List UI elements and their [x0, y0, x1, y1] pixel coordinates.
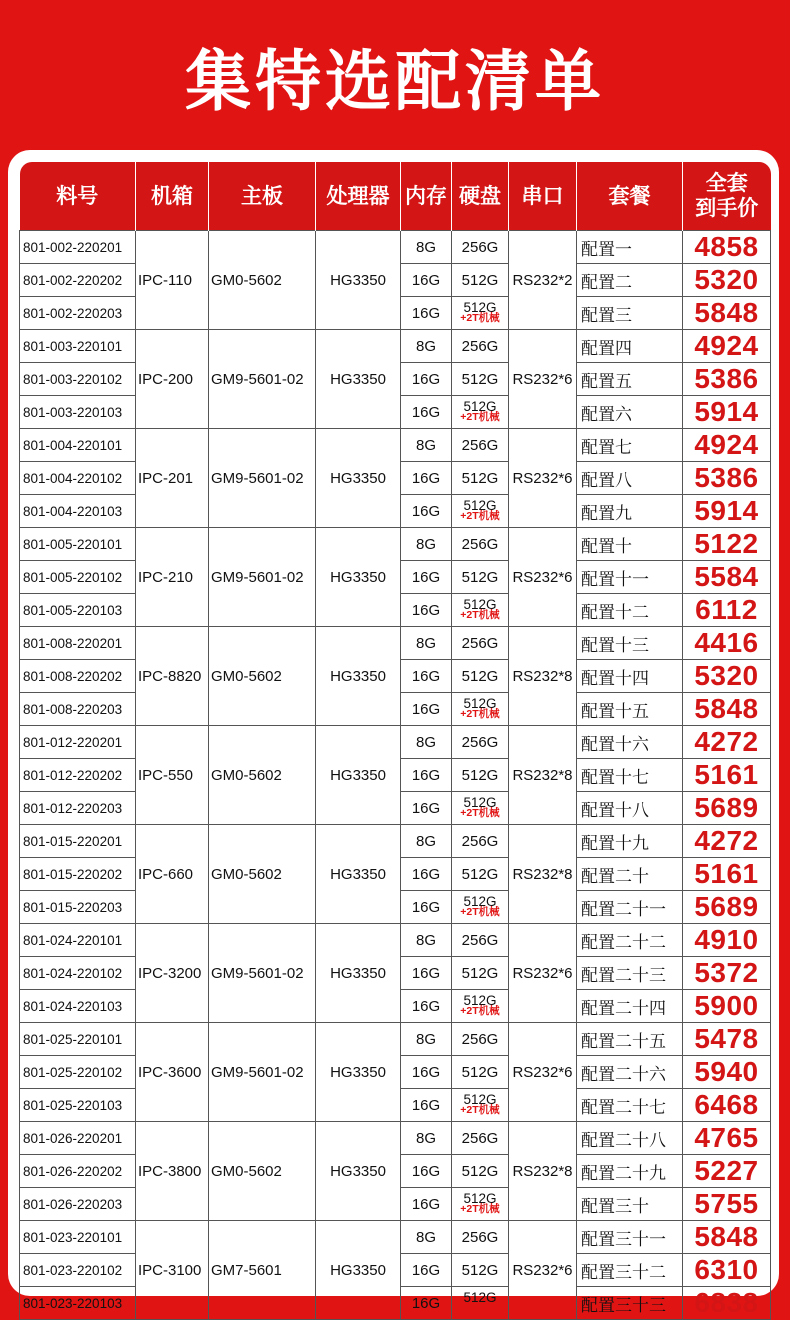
package-cell: 配置七	[577, 429, 683, 462]
sku-cell: 801-003-220101	[20, 330, 136, 363]
sku-cell: 801-023-220103	[20, 1287, 136, 1320]
price-cell: 5161	[683, 858, 771, 891]
disk-cell: 512G	[452, 561, 509, 594]
price-cell: 5848	[683, 297, 771, 330]
table-row	[20, 726, 771, 759]
cpu-cell: HG3350	[316, 429, 401, 528]
serial-cell: RS232*6	[509, 924, 577, 1023]
header-disk: 硬盘	[452, 162, 509, 231]
disk-cell	[452, 1287, 509, 1320]
package-cell: 配置三	[577, 297, 683, 330]
price-cell: 5900	[683, 990, 771, 1023]
price-cell: 6112	[683, 594, 771, 627]
memory-cell: 16G	[401, 990, 452, 1023]
memory-cell: 16G	[401, 1254, 452, 1287]
table-body	[20, 231, 771, 1320]
package-cell: 配置十一	[577, 561, 683, 594]
disk-extra-hdd: +2T机械	[460, 708, 500, 720]
price-cell: 4924	[683, 429, 771, 462]
package-cell: 配置二十三	[577, 957, 683, 990]
disk-extra-hdd: +2T机械	[460, 312, 500, 324]
memory-cell: 16G	[401, 891, 452, 924]
package-cell: 配置十七	[577, 759, 683, 792]
disk-cell: 256G	[452, 726, 509, 759]
cpu-cell: HG3350	[316, 627, 401, 726]
package-cell: 配置二十	[577, 858, 683, 891]
chassis-cell: IPC-3600	[136, 1023, 209, 1122]
memory-cell: 16G	[401, 957, 452, 990]
chassis-cell: IPC-200	[136, 330, 209, 429]
cpu-cell: HG3350	[316, 1122, 401, 1221]
disk-cell: 256G	[452, 924, 509, 957]
price-cell: 4272	[683, 825, 771, 858]
sku-cell: 801-026-220203	[20, 1188, 136, 1221]
sku-cell: 801-025-220102	[20, 1056, 136, 1089]
disk-size: 512G	[463, 993, 497, 1008]
price-cell: 5320	[683, 660, 771, 693]
disk-extra-hdd: +2T机械	[460, 807, 500, 819]
disk-extra-hdd: +2T机械	[460, 906, 500, 918]
header-price-line1: 全套	[705, 172, 748, 195]
memory-cell: 8G	[401, 429, 452, 462]
sku-cell: 801-005-220101	[20, 528, 136, 561]
board-cell: GM9-5601-02	[209, 924, 316, 1023]
table-row	[20, 1023, 771, 1056]
package-cell: 配置二十六	[577, 1056, 683, 1089]
serial-cell: RS232*8	[509, 1122, 577, 1221]
chassis-cell: IPC-660	[136, 825, 209, 924]
sku-cell: 801-008-220201	[20, 627, 136, 660]
package-cell: 配置三十	[577, 1188, 683, 1221]
sku-cell: 801-023-220101	[20, 1221, 136, 1254]
serial-cell: RS232*8	[509, 726, 577, 825]
table-row	[20, 429, 771, 462]
memory-cell: 16G	[401, 1056, 452, 1089]
package-cell: 配置六	[577, 396, 683, 429]
serial-cell: RS232*6	[509, 429, 577, 528]
package-cell: 配置十二	[577, 594, 683, 627]
board-cell: GM0-5602	[209, 231, 316, 330]
disk-cell: 512G	[452, 1155, 509, 1188]
sku-cell: 801-024-220103	[20, 990, 136, 1023]
memory-cell: 8G	[401, 528, 452, 561]
disk-size: 512G	[463, 696, 497, 711]
disk-extra-hdd: +2T机械	[460, 1302, 500, 1314]
price-cell: 4765	[683, 1122, 771, 1155]
package-cell: 配置十三	[577, 627, 683, 660]
disk-cell: 256G	[452, 429, 509, 462]
sku-cell: 801-008-220203	[20, 693, 136, 726]
header-serial: 串口	[509, 162, 577, 231]
memory-cell: 16G	[401, 264, 452, 297]
disk-size: 512G	[463, 894, 497, 909]
package-cell: 配置三十三	[577, 1287, 683, 1320]
sku-cell: 801-015-220203	[20, 891, 136, 924]
memory-cell: 16G	[401, 363, 452, 396]
package-cell: 配置二十四	[577, 990, 683, 1023]
sku-cell: 801-004-220103	[20, 495, 136, 528]
package-cell: 配置二十七	[577, 1089, 683, 1122]
memory-cell: 16G	[401, 858, 452, 891]
package-cell: 配置八	[577, 462, 683, 495]
price-cell: 5386	[683, 462, 771, 495]
disk-cell: 256G	[452, 825, 509, 858]
package-cell: 配置二十九	[577, 1155, 683, 1188]
disk-cell	[452, 693, 509, 726]
page-title: 集特选配清单	[185, 43, 605, 120]
serial-cell: RS232*6	[509, 330, 577, 429]
serial-cell: RS232*6	[509, 1023, 577, 1122]
memory-cell: 16G	[401, 495, 452, 528]
serial-cell: RS232*8	[509, 627, 577, 726]
disk-cell: 512G	[452, 1056, 509, 1089]
package-cell: 配置二十二	[577, 924, 683, 957]
sku-cell: 801-024-220102	[20, 957, 136, 990]
price-cell: 6468	[683, 1089, 771, 1122]
memory-cell: 16G	[401, 693, 452, 726]
board-cell: GM0-5602	[209, 726, 316, 825]
memory-cell: 8G	[401, 1122, 452, 1155]
serial-cell: RS232*6	[509, 1221, 577, 1320]
package-cell: 配置十六	[577, 726, 683, 759]
board-cell: GM0-5602	[209, 825, 316, 924]
header-package: 套餐	[577, 162, 683, 231]
package-cell: 配置十五	[577, 693, 683, 726]
header-board: 主板	[209, 162, 316, 231]
disk-extra-hdd: +2T机械	[460, 609, 500, 621]
table-row	[20, 1221, 771, 1254]
disk-cell: 512G	[452, 759, 509, 792]
package-cell: 配置一	[577, 231, 683, 264]
sku-cell: 801-015-220201	[20, 825, 136, 858]
price-cell: 5914	[683, 396, 771, 429]
header-cpu: 处理器	[316, 162, 401, 231]
memory-cell: 8G	[401, 825, 452, 858]
memory-cell: 16G	[401, 594, 452, 627]
price-cell: 4858	[683, 231, 771, 264]
board-cell: GM7-5601	[209, 1221, 316, 1320]
chassis-cell: IPC-3800	[136, 1122, 209, 1221]
board-cell: GM0-5602	[209, 627, 316, 726]
cpu-cell: HG3350	[316, 330, 401, 429]
header-memory: 内存	[401, 162, 452, 231]
disk-cell	[452, 891, 509, 924]
disk-cell: 256G	[452, 231, 509, 264]
price-cell: 5755	[683, 1188, 771, 1221]
table-row	[20, 924, 771, 957]
price-cell: 5848	[683, 693, 771, 726]
package-cell: 配置十	[577, 528, 683, 561]
cpu-cell: HG3350	[316, 231, 401, 330]
cpu-cell: HG3350	[316, 924, 401, 1023]
price-cell: 4416	[683, 627, 771, 660]
memory-cell: 16G	[401, 1188, 452, 1221]
price-cell: 5372	[683, 957, 771, 990]
board-cell: GM0-5602	[209, 1122, 316, 1221]
disk-extra-hdd: +2T机械	[460, 411, 500, 423]
price-cell: 5320	[683, 264, 771, 297]
memory-cell: 8G	[401, 726, 452, 759]
package-cell: 配置十四	[577, 660, 683, 693]
disk-cell	[452, 1188, 509, 1221]
disk-extra-hdd: +2T机械	[460, 1104, 500, 1116]
memory-cell: 16G	[401, 561, 452, 594]
disk-extra-hdd: +2T机械	[460, 1203, 500, 1215]
disk-cell	[452, 495, 509, 528]
header-sku: 料号	[20, 162, 136, 231]
cpu-cell: HG3350	[316, 726, 401, 825]
chassis-cell: IPC-550	[136, 726, 209, 825]
memory-cell: 16G	[401, 1089, 452, 1122]
memory-cell: 16G	[401, 396, 452, 429]
sku-cell: 801-005-220102	[20, 561, 136, 594]
chassis-cell: IPC-201	[136, 429, 209, 528]
package-cell: 配置十八	[577, 792, 683, 825]
serial-cell: RS232*2	[509, 231, 577, 330]
disk-size: 512G	[463, 1290, 497, 1305]
cpu-cell: HG3350	[316, 825, 401, 924]
memory-cell: 16G	[401, 462, 452, 495]
sku-cell: 801-003-220102	[20, 363, 136, 396]
header-chassis: 机箱	[136, 162, 209, 231]
sku-cell: 801-023-220102	[20, 1254, 136, 1287]
disk-cell	[452, 594, 509, 627]
package-cell: 配置五	[577, 363, 683, 396]
memory-cell: 16G	[401, 1155, 452, 1188]
disk-cell: 512G	[452, 660, 509, 693]
price-cell: 5848	[683, 1221, 771, 1254]
disk-cell: 256G	[452, 528, 509, 561]
price-cell: 4924	[683, 330, 771, 363]
price-cell: 5689	[683, 891, 771, 924]
package-cell: 配置九	[577, 495, 683, 528]
table-header-row	[20, 162, 771, 231]
disk-cell: 512G	[452, 957, 509, 990]
sku-cell: 801-012-220203	[20, 792, 136, 825]
disk-cell: 256G	[452, 330, 509, 363]
disk-size: 512G	[463, 795, 497, 810]
disk-size: 512G	[463, 300, 497, 315]
board-cell: GM9-5601-02	[209, 528, 316, 627]
sku-cell: 801-012-220201	[20, 726, 136, 759]
memory-cell: 16G	[401, 759, 452, 792]
price-cell: 5386	[683, 363, 771, 396]
disk-size: 512G	[463, 498, 497, 513]
disk-extra-hdd: +2T机械	[460, 510, 500, 522]
disk-cell: 256G	[452, 1221, 509, 1254]
disk-cell: 512G	[452, 1254, 509, 1287]
price-cell: 4272	[683, 726, 771, 759]
disk-cell: 256G	[452, 627, 509, 660]
price-cell: 5689	[683, 792, 771, 825]
table-row	[20, 1122, 771, 1155]
package-cell: 配置四	[577, 330, 683, 363]
price-cell: 5161	[683, 759, 771, 792]
header-price	[683, 162, 771, 231]
disk-size: 512G	[463, 597, 497, 612]
price-cell: 5227	[683, 1155, 771, 1188]
price-cell: 6838	[683, 1287, 771, 1320]
disk-cell	[452, 792, 509, 825]
disk-cell: 256G	[452, 1122, 509, 1155]
package-cell: 配置二十一	[577, 891, 683, 924]
memory-cell: 8G	[401, 1221, 452, 1254]
sku-cell: 801-002-220201	[20, 231, 136, 264]
memory-cell: 16G	[401, 1287, 452, 1320]
price-cell: 5914	[683, 495, 771, 528]
serial-cell: RS232*6	[509, 528, 577, 627]
disk-cell	[452, 1089, 509, 1122]
config-table	[19, 162, 771, 1320]
memory-cell: 8G	[401, 1023, 452, 1056]
disk-cell	[452, 990, 509, 1023]
table-row	[20, 231, 771, 264]
price-cell: 5940	[683, 1056, 771, 1089]
disk-cell: 512G	[452, 264, 509, 297]
disk-cell: 512G	[452, 363, 509, 396]
sku-cell: 801-026-220202	[20, 1155, 136, 1188]
disk-extra-hdd: +2T机械	[460, 1005, 500, 1017]
chassis-cell: IPC-110	[136, 231, 209, 330]
disk-cell: 256G	[452, 1023, 509, 1056]
sku-cell: 801-004-220101	[20, 429, 136, 462]
disk-size: 512G	[463, 1092, 497, 1107]
cpu-cell: HG3350	[316, 1221, 401, 1320]
memory-cell: 16G	[401, 297, 452, 330]
package-cell: 配置三十一	[577, 1221, 683, 1254]
package-cell: 配置三十二	[577, 1254, 683, 1287]
disk-cell: 512G	[452, 462, 509, 495]
price-cell: 5478	[683, 1023, 771, 1056]
sku-cell: 801-004-220102	[20, 462, 136, 495]
disk-cell: 512G	[452, 858, 509, 891]
disk-cell	[452, 396, 509, 429]
cpu-cell: HG3350	[316, 1023, 401, 1122]
package-cell: 配置二十八	[577, 1122, 683, 1155]
sku-cell: 801-026-220201	[20, 1122, 136, 1155]
board-cell: GM9-5601-02	[209, 429, 316, 528]
table-row	[20, 825, 771, 858]
table-row	[20, 528, 771, 561]
memory-cell: 8G	[401, 627, 452, 660]
board-cell: GM9-5601-02	[209, 330, 316, 429]
memory-cell: 8G	[401, 924, 452, 957]
chassis-cell: IPC-210	[136, 528, 209, 627]
header-price-line2: 到手价	[695, 197, 759, 220]
chassis-cell: IPC-8820	[136, 627, 209, 726]
price-cell: 6310	[683, 1254, 771, 1287]
table-row	[20, 330, 771, 363]
board-cell: GM9-5601-02	[209, 1023, 316, 1122]
chassis-cell: IPC-3200	[136, 924, 209, 1023]
sku-cell: 801-012-220202	[20, 759, 136, 792]
sku-cell: 801-015-220202	[20, 858, 136, 891]
memory-cell: 8G	[401, 231, 452, 264]
chassis-cell: IPC-3100	[136, 1221, 209, 1320]
serial-cell: RS232*8	[509, 825, 577, 924]
disk-size: 512G	[463, 1191, 497, 1206]
price-cell: 4910	[683, 924, 771, 957]
sku-cell: 801-002-220203	[20, 297, 136, 330]
sku-cell: 801-008-220202	[20, 660, 136, 693]
table-row	[20, 627, 771, 660]
package-cell: 配置二	[577, 264, 683, 297]
memory-cell: 8G	[401, 330, 452, 363]
memory-cell: 16G	[401, 792, 452, 825]
sku-cell: 801-003-220103	[20, 396, 136, 429]
disk-cell	[452, 297, 509, 330]
sku-cell: 801-025-220101	[20, 1023, 136, 1056]
memory-cell: 16G	[401, 660, 452, 693]
price-cell: 5122	[683, 528, 771, 561]
package-cell: 配置十九	[577, 825, 683, 858]
disk-size: 512G	[463, 399, 497, 414]
sku-cell: 801-025-220103	[20, 1089, 136, 1122]
price-cell: 5584	[683, 561, 771, 594]
sku-cell: 801-005-220103	[20, 594, 136, 627]
package-cell: 配置二十五	[577, 1023, 683, 1056]
sku-cell: 801-002-220202	[20, 264, 136, 297]
sku-cell: 801-024-220101	[20, 924, 136, 957]
cpu-cell: HG3350	[316, 528, 401, 627]
